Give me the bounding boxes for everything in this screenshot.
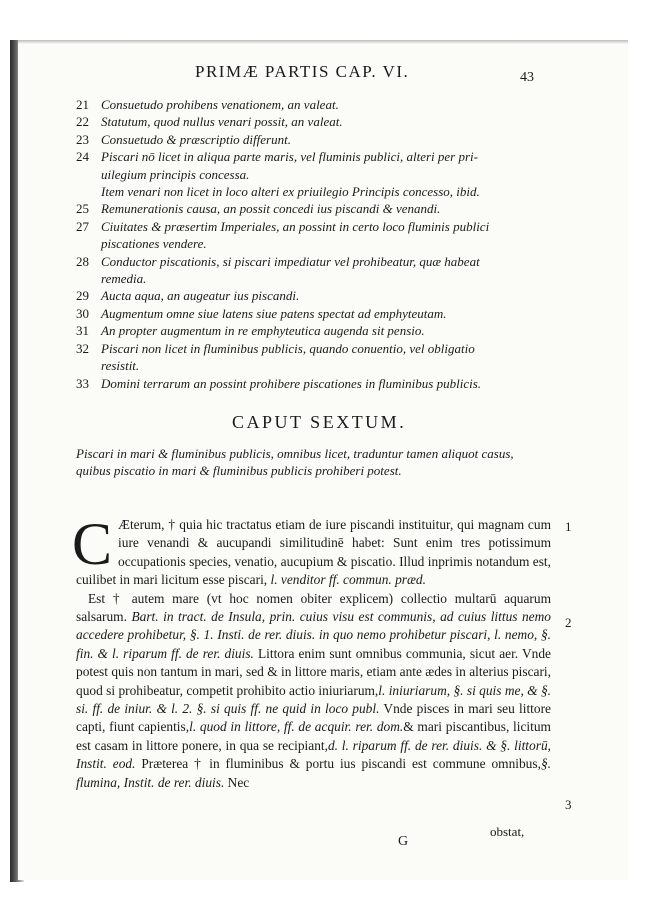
toc-entry-text: Augmentum omne siue latens siue patens spectat ad emphyteutam. bbox=[101, 305, 447, 321]
toc-entry-text: Statutum, quod nullus venari possit, an valeat. bbox=[101, 114, 343, 130]
toc-entry-text: Remunerationis causa, an possit concedi ius piscandi & venandi. bbox=[101, 201, 441, 217]
running-head: PRIMÆ PARTIS CAP. VI. bbox=[195, 62, 410, 81]
toc-entry-text: Domini terrarum an possint prohibere piscationes in fluminibus publicis. bbox=[101, 375, 482, 391]
toc-entry-continuation: uilegium principis concessa. bbox=[101, 166, 250, 182]
paragraph-text: Æterum, † quia hic tractatus etiam de iure piscandi instituitur, qui magnam cum iure venandi & aucupandi similitudinē habet: Sunt enim tres potissimum occupationis species, venatio, aucupium & piscatio. Illud inprimis notandum est, cuilibet in mari licitum esse piscari, bbox=[76, 517, 551, 588]
chapter-summary: Piscari in mari & fluminibus publicis, omnibus licet, traduntur tamen aliquot casus, quibus piscatio in mari & fluminibus publicis prohiberi potest. bbox=[76, 446, 514, 478]
toc-entry-text: Conductor piscationis, si piscari impediatur vel prohibeatur, quæ habeat bbox=[101, 253, 480, 269]
paragraph-text: Vnde pisces in mari seu littore capti, fiunt capientis, bbox=[76, 701, 551, 735]
toc-entry-continuation: piscationes vendere. bbox=[101, 236, 207, 252]
toc-entry-text: Aucta aqua, an augeatur ius piscandi. bbox=[101, 288, 300, 304]
toc-entry bbox=[76, 375, 556, 392]
toc-entry bbox=[76, 218, 556, 235]
toc-entry-number: 31 bbox=[76, 323, 89, 339]
paragraph-1 bbox=[72, 511, 551, 590]
chapter-title: CAPUT SEXTUM. bbox=[232, 412, 407, 432]
page-number: 43 bbox=[520, 70, 534, 85]
paragraph-text: Est † autem mare (vt hoc nomen obiter explicem) collectio multarū aquarum salsarum. bbox=[76, 590, 551, 625]
paragraph-2 bbox=[76, 590, 551, 792]
toc-entry-number: 24 bbox=[76, 149, 89, 165]
legal-citation: Bart. in tract. de Insula, prin. cuius visu est communis, ad cuius littus nemo accedere prohibetur, §. 1. Insti. de rer. diuis. in quo nemo prohibetur piscari, l. nemo, §. fin. & l. riparum ff. de rer. diuis. bbox=[76, 609, 551, 661]
toc-entry-continuation: remedia. bbox=[101, 271, 147, 287]
toc-entry-number: 25 bbox=[76, 201, 89, 217]
legal-citation: l. iniuriarum, §. si quis me, & §. si. ff. de iniur. & l. 2. §. si quis ff. ne quid in loco publ. bbox=[76, 682, 551, 717]
toc-entry-number: 28 bbox=[76, 253, 89, 269]
margin-number: 3 bbox=[565, 797, 572, 812]
toc-entry bbox=[76, 96, 556, 113]
signature-mark: G bbox=[398, 834, 409, 849]
legal-citation: l. venditor ff. commun. præd. bbox=[270, 572, 426, 588]
catchword: obstat, bbox=[490, 824, 525, 839]
toc-entry bbox=[76, 253, 556, 270]
body-text bbox=[72, 511, 551, 792]
legal-citation: d. l. riparum ff. de rer. diuis. & §. littorū, Instit. eod. bbox=[76, 737, 551, 772]
toc-entry bbox=[76, 287, 556, 304]
page-top-edge bbox=[18, 40, 628, 44]
toc-entry-number: 33 bbox=[76, 375, 89, 391]
toc-entry-text: Consuetudo prohibens venationem, an valeat. bbox=[101, 97, 339, 112]
toc-entry bbox=[76, 305, 556, 322]
margin-number: 2 bbox=[565, 615, 572, 630]
toc-entry bbox=[76, 340, 556, 357]
paragraph-text: Nec bbox=[227, 774, 250, 790]
toc-entry-text: An propter augmentum in re emphyteutica augenda sit pensio. bbox=[101, 323, 425, 339]
toc-entry-text: Consuetudo & præscriptio differunt. bbox=[101, 131, 291, 147]
toc-entry bbox=[76, 148, 556, 165]
toc-entry-number: 21 bbox=[76, 97, 89, 112]
paragraph-text: Præterea † in fluminibus & portu ius piscandi est commune omnibus, bbox=[141, 756, 541, 772]
drop-cap: C bbox=[72, 511, 113, 577]
toc-entry-number: 32 bbox=[76, 340, 89, 356]
chapter-summary-list bbox=[76, 96, 556, 392]
toc-entry-number: 22 bbox=[76, 114, 89, 130]
toc-entry bbox=[76, 200, 556, 217]
toc-entry-number: 23 bbox=[76, 131, 89, 147]
toc-entry bbox=[76, 113, 556, 130]
toc-entry-number: 29 bbox=[76, 288, 89, 304]
paragraph-text: & mari piscantibus, licitum est casam in littore ponere, in qua se recipiant, bbox=[76, 719, 551, 753]
toc-entry-text: Ciuitates & præsertim Imperiales, an possint in certo loco fluminis publici bbox=[101, 218, 490, 234]
toc-entry bbox=[76, 322, 556, 339]
margin-number: 1 bbox=[565, 519, 572, 534]
legal-citation: l. quod in littore, ff. de acquir. rer. dom. bbox=[189, 719, 404, 735]
toc-entry-continuation: Item venari non licet in loco alteri ex priuilegio Principis concesso, ibid. bbox=[101, 184, 480, 200]
toc-entry-number: 30 bbox=[76, 305, 89, 321]
toc-entry-text: Piscari non licet in fluminibus publicis, quando conuentio, vel obligatio bbox=[101, 340, 475, 356]
toc-entry bbox=[76, 131, 556, 148]
legal-citation: §. flumina, Instit. de rer. diuis. bbox=[76, 756, 551, 790]
toc-entry-number: 27 bbox=[76, 218, 89, 234]
toc-entry-continuation: resistit. bbox=[101, 358, 140, 374]
toc-entry-text: Piscari nō licet in aliqua parte maris, vel fluminis publici, alteri per pri- bbox=[101, 149, 478, 165]
paragraph-text: Littora enim sunt omnibus communia, sicut aer. Vnde potest quis non tantum in mari, sed & in littore maris, etiam ante ædes in alterius piscari, quod si prohibeatur, competit prohibito actio iniuriarum, bbox=[76, 645, 551, 698]
